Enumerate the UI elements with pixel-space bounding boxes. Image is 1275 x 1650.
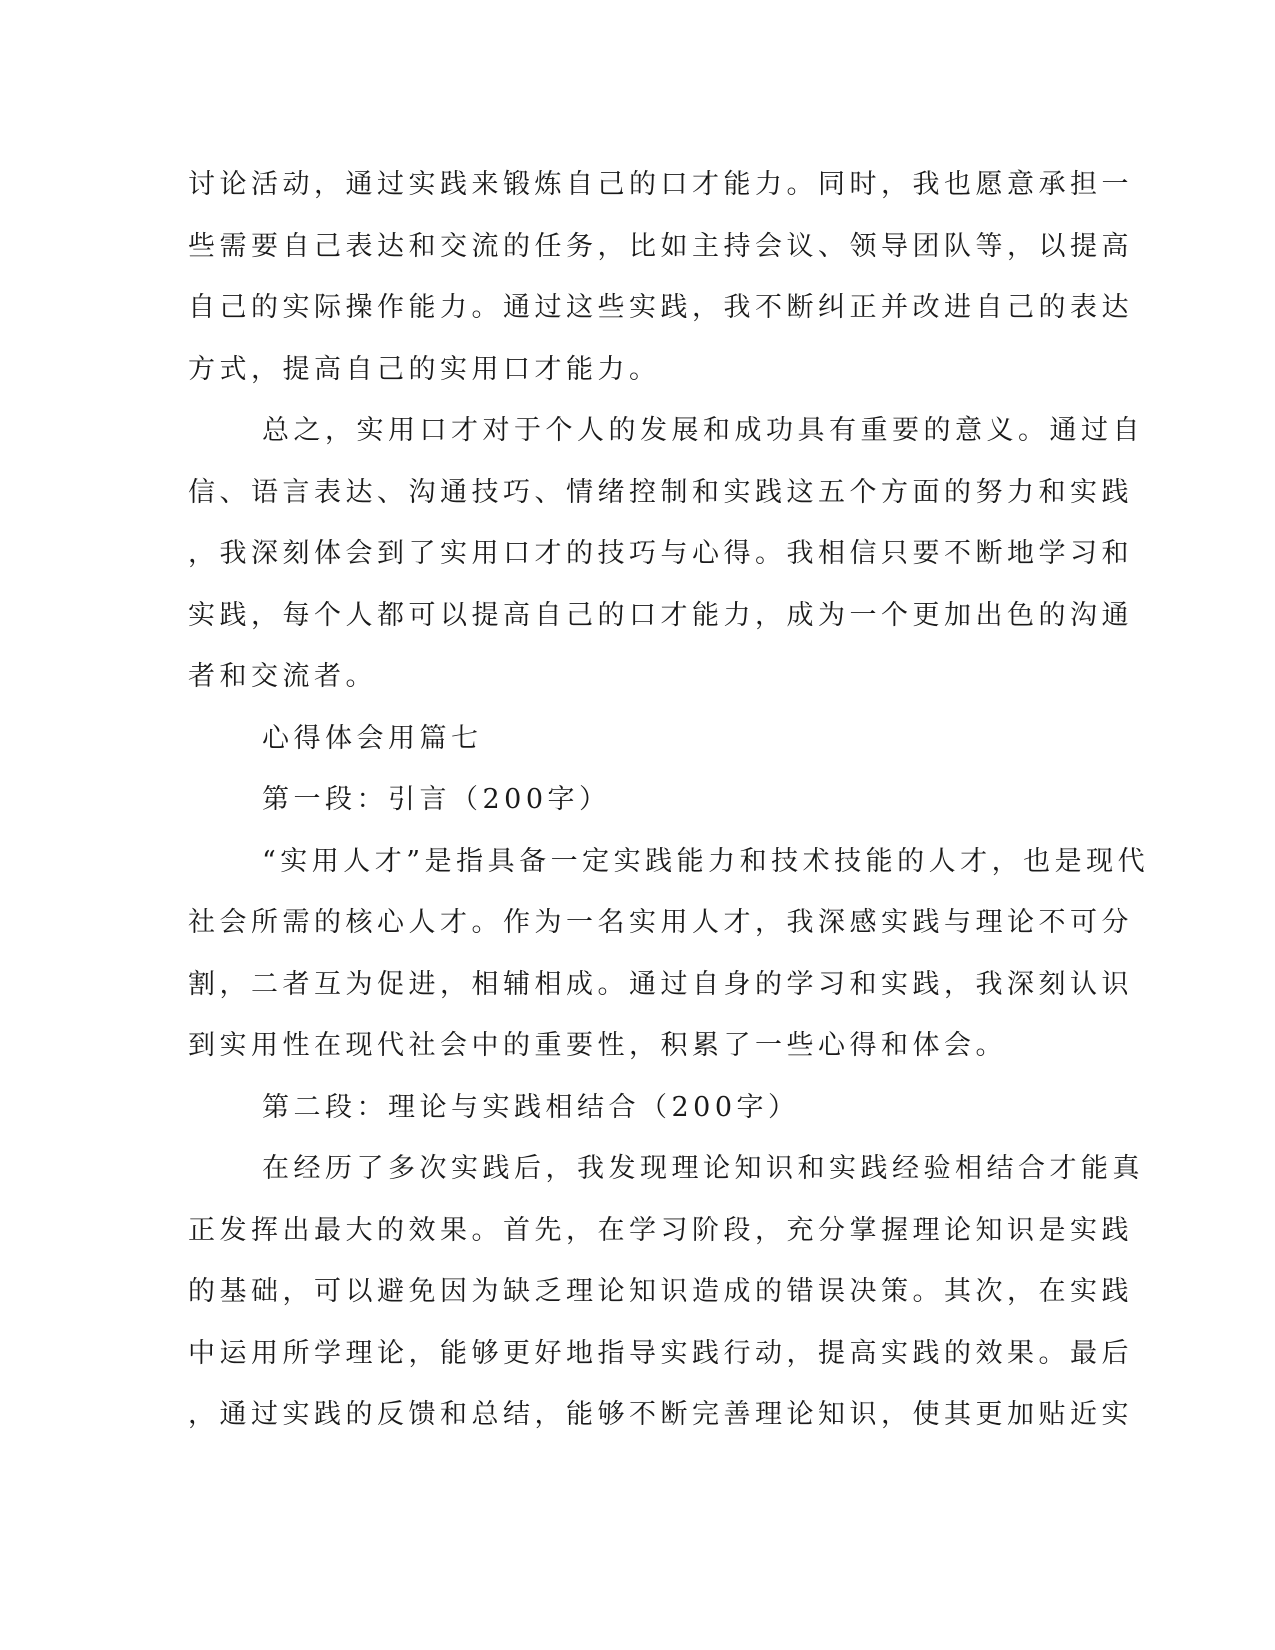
text-line: 信、语言表达、沟通技巧、情绪控制和实践这五个方面的努力和实践 bbox=[188, 476, 1133, 508]
text-line: 讨论活动，通过实践来锻炼自己的口才能力。同时，我也愿意承担一 bbox=[188, 169, 1133, 200]
text-line: 中运用所学理论，能够更好地指导实践行动，提高实践的效果。最后 bbox=[188, 1337, 1133, 1369]
text-line: ，我深刻体会到了实用口才的技巧与心得。我相信只要不断地学习和 bbox=[188, 538, 1133, 569]
text-line: 的基础，可以避免因为缺乏理论知识造成的错误决策。其次，在实践 bbox=[188, 1276, 1133, 1307]
text-line: 实践，每个人都可以提高自己的口才能力，成为一个更加出色的沟通 bbox=[188, 599, 1133, 631]
text-line: 些需要自己表达和交流的任务，比如主持会议、领导团队等，以提高 bbox=[188, 230, 1133, 262]
text-line: 在经历了多次实践后，我发现理论知识和实践经验相结合才能真 bbox=[262, 1153, 1144, 1184]
section-heading: 心得体会用篇七 bbox=[262, 722, 483, 754]
text-line: 总之，实用口才对于个人的发展和成功具有重要的意义。通过自 bbox=[262, 415, 1144, 446]
text-line: ，通过实践的反馈和总结，能够不断完善理论知识，使其更加贴近实 bbox=[188, 1399, 1133, 1430]
section-heading: 第一段：引言（200字） bbox=[262, 784, 611, 815]
section-heading: 第二段：理论与实践相结合（200字） bbox=[262, 1091, 800, 1123]
text-line: 方式，提高自己的实用口才能力。 bbox=[188, 353, 661, 385]
text-line: “实用人才”是指具备一定实践能力和技术技能的人才，也是现代 bbox=[262, 845, 1150, 877]
text-line: 者和交流者。 bbox=[188, 661, 377, 692]
text-line: 社会所需的核心人才。作为一名实用人才，我深感实践与理论不可分 bbox=[188, 907, 1133, 938]
text-line: 割，二者互为促进，相辅相成。通过自身的学习和实践，我深刻认识 bbox=[188, 968, 1133, 1000]
text-line: 正发挥出最大的效果。首先，在学习阶段，充分掌握理论知识是实践 bbox=[188, 1214, 1133, 1246]
document-body bbox=[188, 154, 1150, 1446]
text-line: 到实用性在现代社会中的重要性，积累了一些心得和体会。 bbox=[188, 1030, 1007, 1061]
text-line: 自己的实际操作能力。通过这些实践，我不断纠正并改进自己的表达 bbox=[188, 292, 1133, 323]
